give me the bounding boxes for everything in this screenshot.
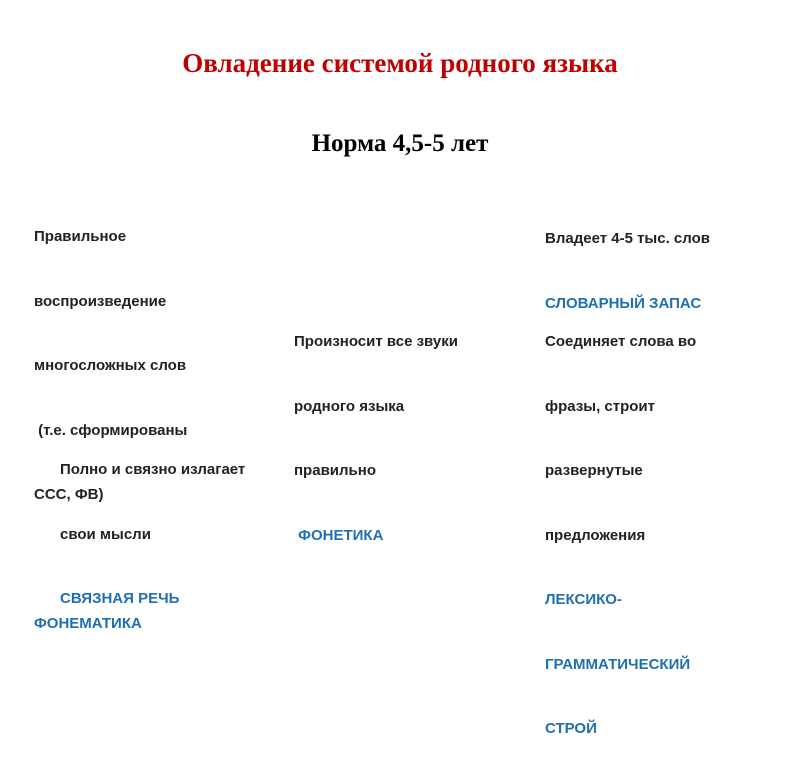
phonematics-line: ССС, ФВ) (34, 486, 104, 503)
grammar-line: предложения (545, 526, 646, 544)
grammar-line: развернутые (545, 462, 643, 479)
phonematics-term: ФОНЕМАТИКА (34, 614, 142, 632)
grammar-term-line: ЛЕКСИКО- (545, 591, 622, 608)
phonematics-line: Правильное (34, 228, 127, 245)
phonematics-line: многосложных слов (34, 357, 187, 374)
phonetics-line: родного языка (294, 397, 405, 415)
slide-title: Овладение системой родного языка (182, 48, 618, 78)
speech-line: свои мысли (60, 525, 151, 543)
speech-term: СВЯЗНАЯ РЕЧЬ (60, 590, 180, 607)
grammar-term-line: ГРАММАТИЧЕСКИЙ (545, 655, 691, 673)
speech-line: Полно и связно излагает (60, 461, 246, 478)
phonetics-line: Произносит все звуки (294, 333, 458, 350)
phonetics-line: правильно (294, 462, 376, 479)
slide-subtitle: Норма 4,5-5 лет (311, 130, 489, 157)
vocabulary-term: СЛОВАРНЫЙ ЗАПАС (545, 294, 702, 312)
grammar-line: Соединяет слова во (545, 333, 697, 350)
grammar-block (545, 288, 696, 783)
speech-block (60, 416, 245, 653)
phonematics-line: воспроизведение (34, 292, 167, 310)
vocabulary-line: Владеет 4-5 тыс. слов (545, 230, 710, 247)
grammar-term-line: СТРОЙ (545, 720, 597, 737)
phonetics-term: ФОНЕТИКА (294, 526, 384, 544)
phonetics-block (294, 288, 458, 589)
grammar-line: фразы, строит (545, 397, 655, 415)
phonematics-line: (т.е. сформированы (34, 421, 188, 439)
